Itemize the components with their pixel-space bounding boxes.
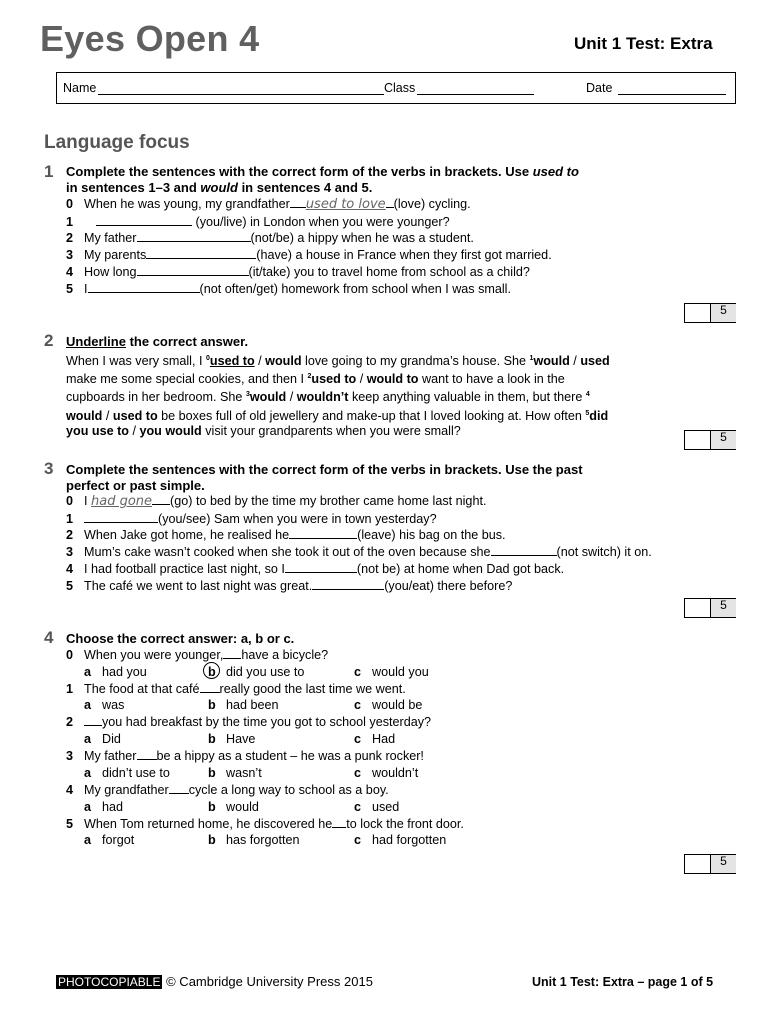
name-field[interactable] bbox=[98, 94, 384, 95]
list-item: 4 My grandfather cycle a long way to school as a boy. bbox=[66, 782, 389, 797]
class-field[interactable] bbox=[417, 94, 534, 95]
list-item: 2 you had breakfast by the time you got to school yesterday? bbox=[66, 715, 432, 730]
list-item: 4 How long (it/take) you to travel home from school as a child? bbox=[66, 264, 530, 279]
photocopiable-badge: PHOTOCOPIABLE bbox=[58, 975, 161, 989]
q3-instructions: Complete the sentences with the correct form of the verbs in brackets. Use the past perfect or past simple. bbox=[66, 462, 583, 493]
option-b[interactable]: would bbox=[226, 799, 259, 814]
option-c[interactable]: Had bbox=[372, 732, 396, 747]
score-box: 5 bbox=[684, 430, 736, 450]
list-item: 2 When Jake got home, he realised he (leave) his bag on the bus. bbox=[66, 528, 506, 543]
date-field[interactable] bbox=[618, 94, 726, 95]
options-row: a had you b did you use to c would you bbox=[66, 664, 464, 681]
question-number: 4 bbox=[44, 628, 54, 647]
answer-blank[interactable] bbox=[96, 214, 192, 226]
score-entry[interactable] bbox=[685, 431, 710, 449]
answer-blank[interactable] bbox=[491, 544, 557, 556]
question-number: 3 bbox=[44, 459, 54, 478]
list-item: 3 My parents (have) a house in France when they first got married. bbox=[66, 248, 552, 263]
answer-blank[interactable] bbox=[84, 511, 158, 523]
list-item: 5 When Tom returned home, he discovered he to lock the front door. bbox=[66, 816, 464, 831]
list-item: 1 The food at that café really good the last time we went. bbox=[66, 681, 406, 696]
option-c[interactable]: wouldn’t bbox=[372, 765, 419, 780]
selected-answer-circle-icon bbox=[203, 662, 220, 679]
option-c[interactable]: had forgotten bbox=[372, 833, 447, 848]
score-entry[interactable] bbox=[685, 304, 710, 322]
list-item: 4 I had football practice last night, so I (not be) at home when Dad got back. bbox=[66, 561, 565, 576]
answer-blank[interactable] bbox=[200, 681, 220, 693]
q1-instructions: Complete the sentences with the correct form of the verbs in brackets. Use used to in sentences 1–3 and would in sentences 4 and 5. bbox=[66, 164, 579, 195]
example-answer: used to love bbox=[305, 197, 386, 212]
name-label: Name bbox=[63, 81, 97, 95]
option-c[interactable]: used bbox=[372, 799, 400, 814]
q3-items bbox=[66, 493, 652, 594]
list-item: 3 My father be a hippy as a student – he was a punk rocker! bbox=[66, 749, 424, 764]
class-label: Class bbox=[384, 81, 416, 95]
option-c[interactable]: would you bbox=[372, 664, 429, 679]
score-box: 5 bbox=[684, 598, 736, 618]
answer-blank[interactable] bbox=[137, 264, 249, 276]
answer-blank[interactable] bbox=[137, 230, 251, 242]
score-box: 5 bbox=[684, 303, 736, 323]
option-a[interactable]: forgot bbox=[102, 833, 135, 848]
list-item: 0 When you were younger, have a bicycle? bbox=[66, 648, 329, 662]
answer-blank[interactable] bbox=[312, 578, 384, 590]
list-item: 0 I had gone (go) to bed by the time my brother came home last night. bbox=[66, 494, 487, 509]
list-item: 1 (you/see) Sam when you were in town yesterday? bbox=[66, 511, 437, 526]
options-row: a was b had been c would be bbox=[84, 698, 423, 713]
option-a[interactable]: had bbox=[102, 799, 124, 814]
answer-blank[interactable] bbox=[137, 748, 157, 760]
answer-blank[interactable] bbox=[289, 527, 357, 539]
list-item: 0 When he was young, my grandfather used to love (love) cycling. bbox=[66, 197, 471, 212]
option-b[interactable]: wasn’t bbox=[226, 765, 262, 780]
options-row: a didn’t use to b wasn’t c wouldn’t bbox=[84, 765, 419, 780]
q4-instructions: Choose the correct answer: a, b or c. bbox=[66, 631, 295, 646]
answer-blank[interactable] bbox=[169, 782, 189, 794]
answer-blank[interactable] bbox=[146, 247, 256, 259]
q1-items bbox=[66, 196, 552, 297]
question-number: 1 bbox=[44, 162, 54, 181]
options-row: a had b would c used bbox=[84, 799, 400, 814]
answer-blank[interactable] bbox=[332, 816, 346, 828]
example-answer: had gone bbox=[91, 494, 153, 509]
option-c[interactable]: would be bbox=[372, 698, 423, 713]
list-item: 5 I (not often/get) homework from school when I was small. bbox=[66, 281, 511, 296]
score-box: 5 bbox=[684, 854, 736, 874]
footer-copyright: PHOTOCOPIABLE © Cambridge University Press 2015 bbox=[58, 974, 373, 989]
option-b[interactable]: has forgotten bbox=[226, 833, 300, 848]
answer-blank[interactable] bbox=[88, 281, 200, 293]
page-number: Unit 1 Test: Extra – page 1 of 5 bbox=[532, 975, 714, 989]
q4-items bbox=[66, 647, 464, 849]
options-row: a forgot b has forgotten c had forgotten bbox=[84, 833, 447, 848]
options-row: a Did b Have c Had bbox=[84, 732, 396, 747]
option-b[interactable]: had been bbox=[226, 698, 279, 713]
option-b[interactable]: did you use to bbox=[226, 664, 305, 679]
answer-blank[interactable] bbox=[285, 561, 357, 573]
option-a[interactable]: didn’t use to bbox=[102, 765, 170, 780]
section-heading: Language focus bbox=[44, 132, 190, 153]
brand-title: Eyes Open 4 bbox=[40, 18, 260, 59]
option-a[interactable]: had you bbox=[102, 664, 147, 679]
student-details-box bbox=[56, 72, 736, 104]
answer-blank[interactable] bbox=[84, 714, 102, 726]
option-a[interactable]: was bbox=[102, 698, 125, 713]
list-item: 1 (you/live) in London when you were younger? bbox=[66, 214, 450, 229]
question-number: 2 bbox=[44, 331, 54, 350]
list-item: 2 My father (not/be) a hippy when he was a student. bbox=[66, 231, 474, 246]
date-label: Date bbox=[586, 81, 613, 95]
option-b[interactable]: Have bbox=[226, 732, 256, 747]
list-item: 3 Mum’s cake wasn’t cooked when she took it out of the oven because she (not switch) it on. bbox=[66, 545, 652, 560]
q2-instructions: Underline the correct answer. bbox=[66, 334, 249, 349]
option-a[interactable]: Did bbox=[102, 732, 121, 747]
score-entry[interactable] bbox=[685, 855, 710, 873]
list-item: 5 The café we went to last night was great. (you/eat) there before? bbox=[66, 578, 513, 593]
score-entry[interactable] bbox=[685, 599, 710, 617]
q2-paragraph: When I was very small, I $^0$used to / would love going to my grandma’s house. She $^1$would / used make me some special cookies, and then I $^2$used to / would to want to have a look in the cupboards in her bedroom. She $^3$would / wouldn’t keep anything valuable in them, but there $^4$ would / used to be boxes full of old jewellery and make-up that I loved looking at. How often $^5$did you use to / you would visit your grandparents when you were small? bbox=[66, 354, 610, 438]
unit-title: Unit 1 Test: Extra bbox=[574, 34, 713, 53]
